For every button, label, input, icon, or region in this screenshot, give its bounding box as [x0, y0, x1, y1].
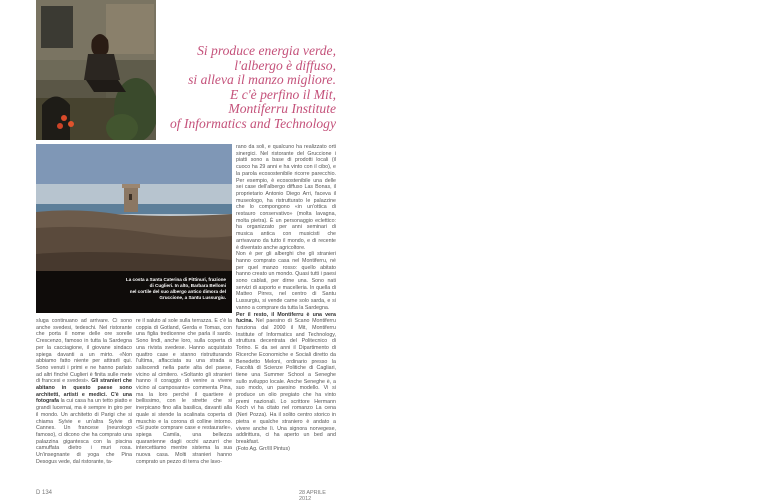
headline-line: l'albergo è diffuso, [234, 57, 336, 73]
text-column-3 [236, 144, 336, 452]
caption-line: La costa a Santa Caterina di Pittinuri, frazione [125, 277, 226, 282]
page-number: D 134 [36, 490, 53, 496]
headline [36, 44, 336, 131]
paragraph: Nel paesino di Scano Montiferru funziona dal 2000 il Mit, Montiferru Institute of Informatics and Technology, struttura decentrata del Politecnico di Torino. E da sei anni il Dipartimento di Ricerche Economiche e Sociali diretto da Benedetto Meloni, ordinario presso la Facoltà di Scienze Politiche di Cagliari, tiene una Summer School a Seneghe sullo sviluppo locale. Anche Seneghe è, a suo modo, un paesino modello. Vi si produce un olio pregiato che ha vinto premi nazionali. Lo scrittore Hermann Koch vi ha citato nel romanzo La cena (Neri Pozza). Ha il solito centro storico in pietra e qualche straniero è andato a vivere anche lì. Una signora norvegese, addirittura, ci ha aperto un bed and breakfast. [236, 318, 336, 445]
paragraph: sluga continuano ad arrivare. Ci sono anche svedesi, tedeschi. Nel ristorante che porta il nome delle ore sorelle Crescenzo, famoso in tutta la Sardegna per la cacciagione, il giovane sindaco spiega davanti a un mirto. «Non abbiamo fatto niente per attirarli qui. Sono venuti i primi e ne hanno parlato ad altri finché Cuglieri è finita sulle mete di francesi e svedesi». [36, 318, 132, 385]
text-column-1 [36, 318, 132, 465]
paragraph: la cui casa ha un tetto piatto e grandi lucernai, ma è sempre in giro per il mondo. Un architetto di Parigi che si chiama Sylvie e un'altra Sylvie di Cannes. Un francese (neurologo famoso), ci dicono che ha comprato una palazzina gigantesca con la piscina camuffata dietro i muri rosa. Un'insegnante di yoga che Pina Desogus vede, dal ristorante, ta- [36, 398, 132, 465]
caption-line: di Cuglieri. In alto, Barbara Bellomi [149, 283, 226, 288]
headline-line: of Informatics and Technology [169, 115, 336, 131]
headline-line: Si produce energia verde, [197, 43, 336, 58]
paragraph: re il saluto al sole sulla terrazza. E c'è la coppia di Gotland, Gerda e Tomas, con una figlia tredicenne che parla il sardo. Sono lindi, anche loro, sulla coperta di una rivista svedese. Hanno acquistato quattro case e stanno ristrutturando l'ultima, affacciata su una strada a saliscendi nella parte alta del paese, vicino al cimitero. «Soltanto gli stranieri hanno il coraggio di venire a vivere vicino al camposanto» commenta Pina, ma la loro perché il quartiere è bellissimo, con le strette che si inerpicano fino alla basilica, davanti alla quale si stende la scalinata coperta di muschio e la corona di colline intorno. «Si puote comprare case e restaurarle», spiega Camila, una bellezza quarantenne dagli occhi azzurri che intercettiamo mentre sistema la sua nuova casa. Molti stranieri hanno comprato un pezzo di terra che lavo- [136, 318, 232, 465]
headline-line: E c'è perfino il Mit, [230, 86, 336, 102]
bold-lead: Per il resto, il Montiferru è una vera fucina. [236, 311, 336, 325]
caption-line: Gruccione, a Santu Lussurgiu. [159, 295, 226, 300]
headline-line: Montiferru Institute [228, 101, 336, 116]
paragraph: Non è per gli alberghi che gli stranieri hanno comprato casa nel Montiferru, né per quel manzo rosso: quello abitato hanno creato un mondo. Quasi tutti i paesi sono cablati, per dirne una. Sono nati servizi di asporto e macelleria. In quella di Matteo Pirres, nel centro di Santu Lussurgiu, si vende carne solo sarda, e si vanno a comprare da tutta la Sardegna. [236, 251, 336, 311]
photo-caption [36, 271, 232, 313]
text-column-2 [136, 318, 232, 465]
caption-line: nel cortile del suo albergo antico dimora del [129, 289, 226, 294]
magazine-page [36, 0, 339, 502]
photo-credit: (Foto Ag. Grr/Ill Pintus) [236, 445, 290, 452]
bold-lead: Gli stranieri che abitano in questo paese sono architetti, artisti e medici. C'è una fotografa [36, 378, 132, 405]
paragraph: rano da soli, e qualcuno ha realizzato orti sinergici. Nel ristorante del Gruccione i piatti sono a base di prodotti locali (il cuoco ha 29 anni e ha vinto con il cibo), e la parola ecosostenibile ricorre parecchio. Per esempio, è ecosostenibile una delle sei case dell'albergo diffuso Las Bonas, il proprietario Antonio Diego Arri, faceva il museologo, ha ristrutturato le palazzine che lo compongono «in un'ottica di restauro conservativo» (molta lavagna, molta pietra). È un personaggio eclettico: ha organizzato per anni seminari di musica antica con musicisti che arrivavano da tutto il mondo, e di recente è diventato anche agricoltore. [236, 144, 336, 251]
headline-line: si alleva il manzo migliore. [188, 72, 336, 87]
issue-date: 28 APRILE 2012 [299, 490, 326, 502]
